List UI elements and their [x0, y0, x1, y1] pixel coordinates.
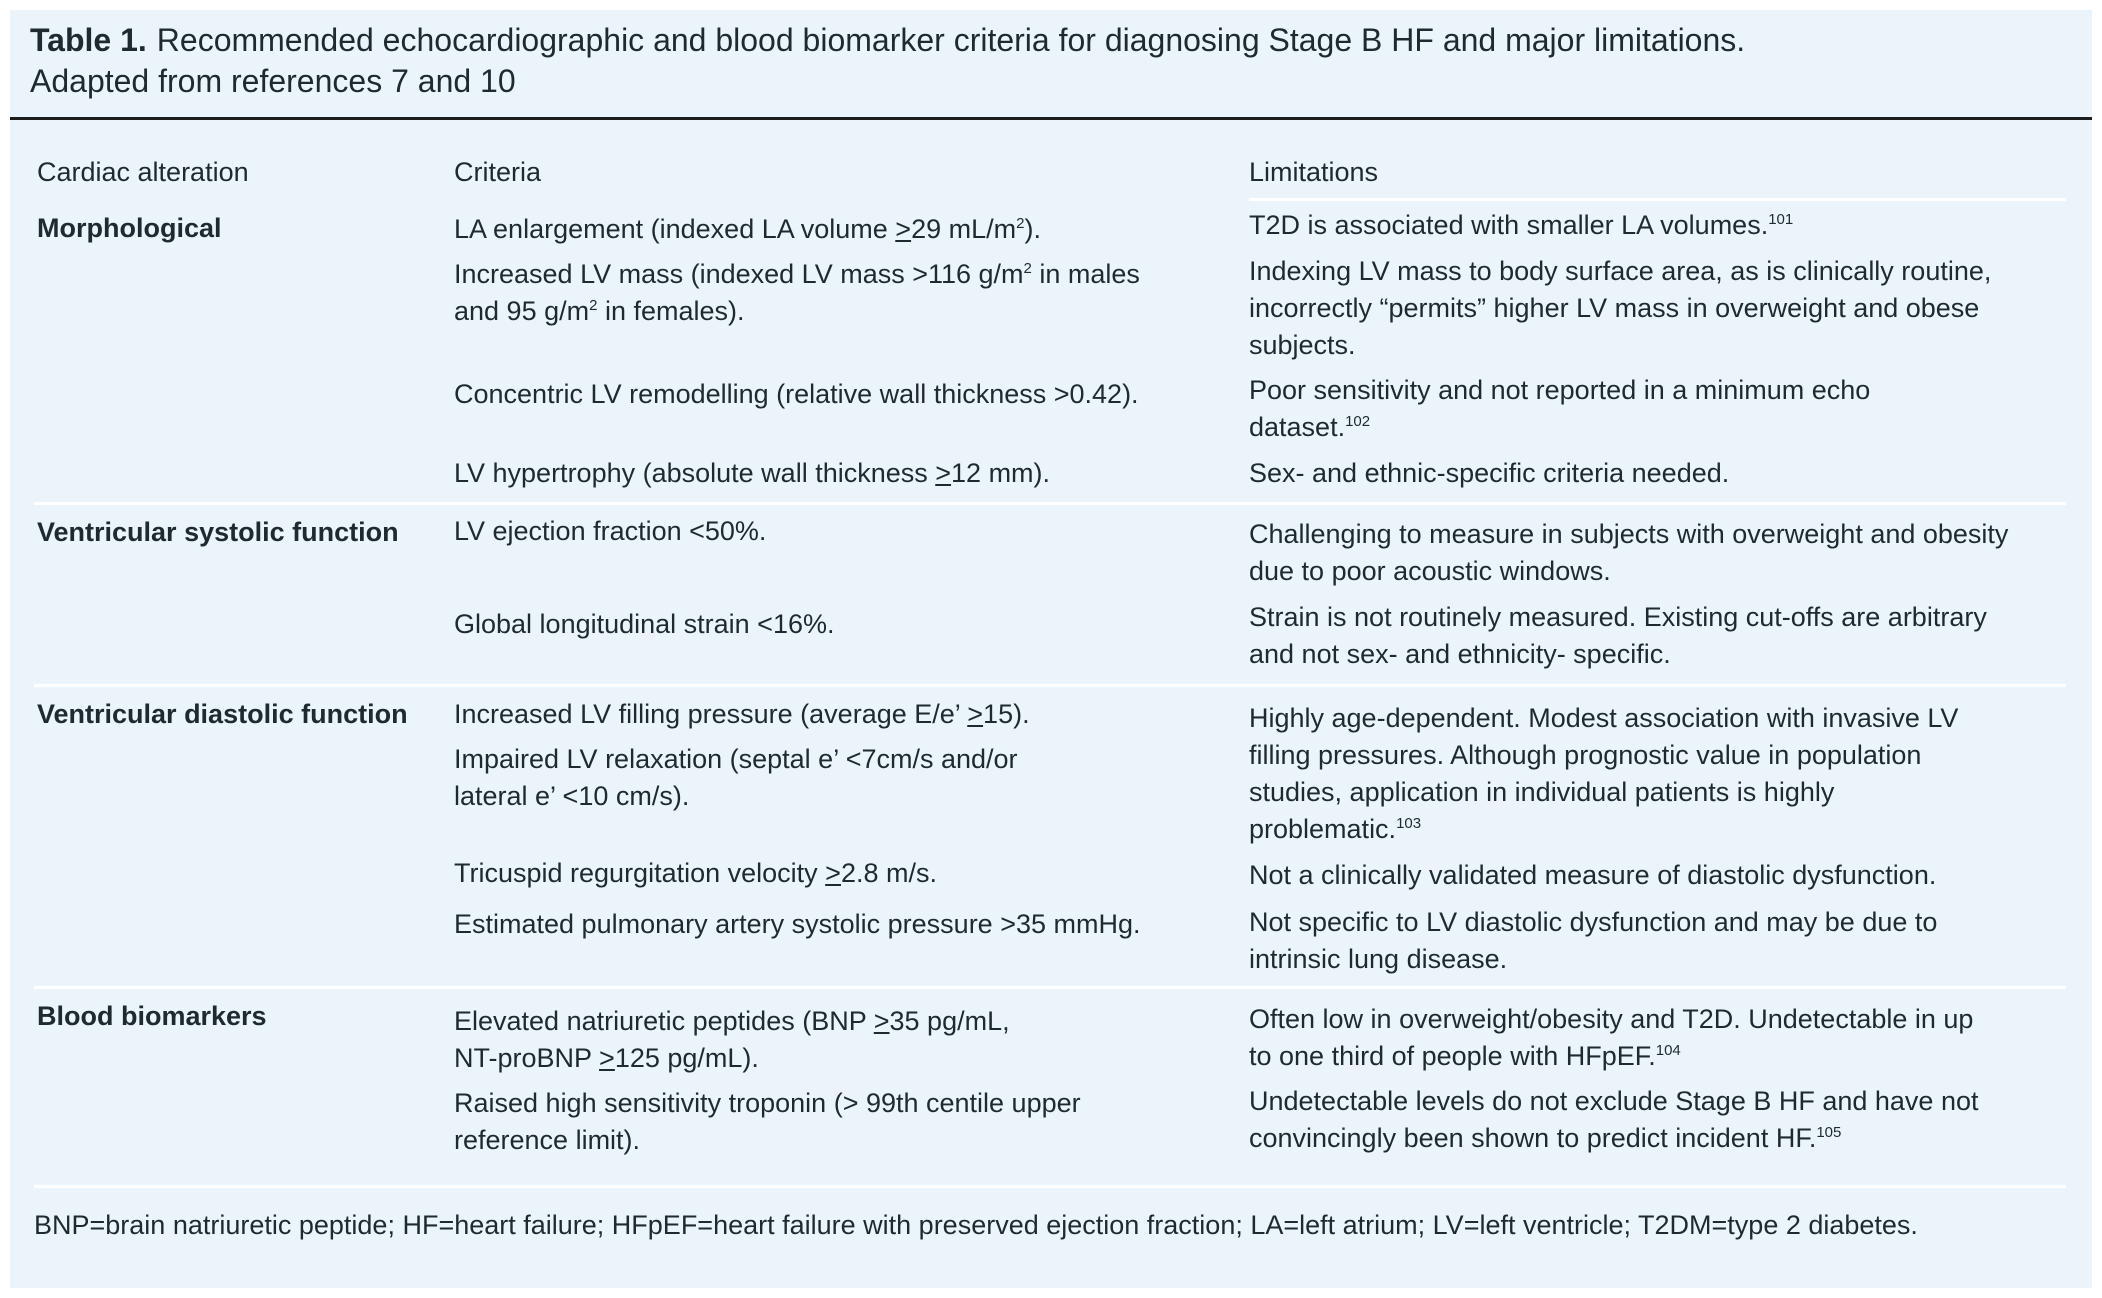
- superscript: 2: [589, 297, 598, 314]
- limitations-line: dataset.$^{102}$: [1249, 412, 1371, 442]
- limitations-line: problematic.$^{103}$: [1249, 814, 1422, 844]
- limitations-line: subjects.: [1249, 330, 1356, 360]
- header-criteria: Criteria: [454, 157, 542, 187]
- criteria-line: and 95 $g/m^2$ in females).: [454, 296, 745, 326]
- criteria-line: NT-proBNP >125 pg/mL).: [454, 1043, 759, 1073]
- criteria-line: Increased LV mass (indexed LV mass >116 $g/m^2$ in males: [454, 259, 1140, 289]
- limitations-line: intrinsic lung disease.: [1249, 944, 1508, 974]
- row-divider: [34, 986, 2066, 989]
- criteria-line: Elevated natriuretic peptides (BNP >35 pg/mL,: [454, 1006, 1010, 1036]
- greater-equal-sign: >: [895, 214, 912, 244]
- greater-equal-sign: >: [825, 858, 841, 888]
- limitations-line: due to poor acoustic windows.: [1249, 556, 1611, 586]
- superscript: 104: [1655, 1042, 1681, 1059]
- limitations-line: studies, application in individual patients is highly: [1249, 777, 1835, 807]
- greater-equal-sign: >: [873, 1006, 890, 1036]
- row-category-systolic: Ventricular systolic function: [37, 517, 399, 547]
- limitations-line: filling pressures. Although prognostic value in population: [1249, 740, 1922, 770]
- limitations-line: Highly age-dependent. Modest association with invasive LV: [1249, 703, 1959, 733]
- criteria-line: Increased LV filling pressure (average E/e’ >15).: [454, 699, 1030, 729]
- criteria-line: LA enlargement (indexed LA volume >29 $mL/m^2$).: [454, 214, 1041, 244]
- criteria-line: LV ejection fraction <50%.: [454, 516, 767, 546]
- superscript: 105: [1816, 1124, 1842, 1141]
- header-cardiac-alteration: Cardiac alteration: [37, 157, 249, 187]
- limitations-line: and not sex- and ethnicity- specific.: [1249, 639, 1671, 669]
- limitations-line: Not specific to LV diastolic dysfunction and may be due to: [1249, 907, 1938, 937]
- superscript: 101: [1768, 211, 1794, 228]
- header-divider: [1249, 198, 2066, 201]
- criteria-line: lateral e’ <10 cm/s).: [454, 781, 690, 811]
- limitations-line: Indexing LV mass to body surface area, as is clinically routine,: [1249, 256, 1992, 286]
- criteria-line: Estimated pulmonary artery systolic pressure >35 mmHg.: [454, 909, 1141, 939]
- table-caption: [30, 20, 2070, 102]
- limitations-line: Undetectable levels do not exclude Stage B HF and have not: [1249, 1086, 1979, 1116]
- superscript: 2: [1016, 215, 1025, 232]
- caption-line-1: [30, 20, 2070, 61]
- superscript: 102: [1345, 413, 1371, 430]
- row-divider: [34, 502, 2066, 505]
- criteria-line: Raised high sensitivity troponin (> 99th centile upper: [454, 1088, 1081, 1118]
- limitations-line: Not a clinically validated measure of diastolic dysfunction.: [1249, 860, 1937, 890]
- row-category-morphological: Morphological: [37, 213, 222, 243]
- criteria-line: Global longitudinal strain <16%.: [454, 609, 835, 639]
- criteria-line: Concentric LV remodelling (relative wall thickness >0.42).: [454, 379, 1139, 409]
- caption-divider: [10, 117, 2092, 120]
- criteria-line: Impaired LV relaxation (septal e’ <7cm/s and/or: [454, 744, 1018, 774]
- superscript: 2: [1023, 260, 1032, 277]
- table-panel: [10, 10, 2092, 1288]
- criteria-line: Tricuspid regurgitation velocity >2.8 m/s.: [454, 858, 937, 888]
- greater-equal-sign: >: [599, 1043, 615, 1073]
- criteria-line: reference limit).: [454, 1125, 641, 1155]
- greater-equal-sign: >: [967, 699, 984, 729]
- row-category-diastolic: Ventricular diastolic function: [37, 699, 408, 729]
- header-limitations: Limitations: [1249, 157, 1379, 187]
- caption-label: Table 1.: [30, 22, 147, 58]
- row-category-biomarkers: Blood biomarkers: [37, 1001, 267, 1031]
- limitations-line: Poor sensitivity and not reported in a minimum echo: [1249, 375, 1871, 405]
- superscript: 103: [1396, 815, 1422, 832]
- limitations-line: Sex- and ethnic-specific criteria needed.: [1249, 458, 1730, 488]
- greater-equal-sign: >: [935, 458, 952, 488]
- caption-line-2: Adapted from references 7 and 10: [30, 63, 516, 99]
- row-divider: [34, 1185, 2066, 1188]
- limitations-line: Strain is not routinely measured. Existing cut-offs are arbitrary: [1249, 602, 1987, 632]
- row-divider: [34, 684, 2066, 687]
- limitations-line: T2D is associated with smaller LA volumes.$^{101}$: [1249, 210, 1794, 240]
- limitations-line: Often low in overweight/obesity and T2D. Undetectable in up: [1249, 1004, 1974, 1034]
- table-footnote: BNP=brain natriuretic peptide; HF=heart failure; HFpEF=heart failure with preserved ejection fraction; LA=left atrium; LV=left ventricle; T2DM=type 2 diabetes.: [34, 1210, 1918, 1240]
- criteria-line: LV hypertrophy (absolute wall thickness >12 mm).: [454, 458, 1051, 488]
- limitations-line: incorrectly “permits” higher LV mass in overweight and obese: [1249, 293, 1980, 323]
- limitations-line: Challenging to measure in subjects with overweight and obesity: [1249, 519, 2009, 549]
- caption-title: Recommended echocardiographic and blood biomarker criteria for diagnosing Stage B HF and major limitations.: [156, 22, 1746, 58]
- limitations-line: convincingly been shown to predict incident HF.$^{105}$: [1249, 1123, 1842, 1153]
- limitations-line: to one third of people with HFpEF.$^{104}$: [1249, 1041, 1681, 1071]
